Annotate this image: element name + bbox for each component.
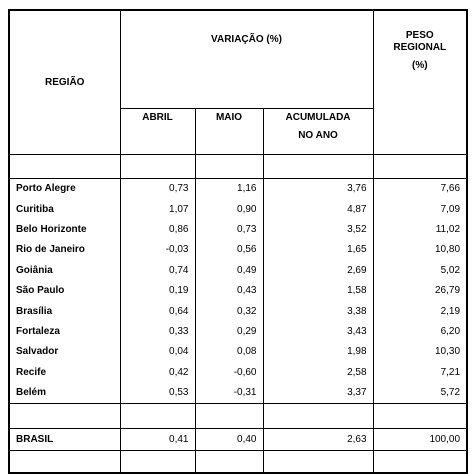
cell-abril: 0,73 bbox=[120, 179, 195, 200]
cell-peso: 11,02 bbox=[373, 220, 467, 240]
table-row bbox=[9, 179, 467, 200]
cell-maio: -0,31 bbox=[195, 383, 263, 404]
cell-regiao: Goiânia bbox=[9, 261, 120, 281]
cell-regiao: Curitiba bbox=[9, 199, 120, 219]
table-body bbox=[9, 179, 467, 404]
table-row bbox=[9, 363, 467, 383]
cell-peso: 26,79 bbox=[373, 281, 467, 301]
cell-peso: 6,20 bbox=[373, 322, 467, 342]
cell-maio: -0,60 bbox=[195, 363, 263, 383]
cell-maio: 0,43 bbox=[195, 281, 263, 301]
header-acumulada bbox=[263, 109, 373, 155]
cell-abril: -0,03 bbox=[120, 240, 195, 260]
total-peso: 100,00 bbox=[373, 429, 467, 451]
cell-peso: 7,09 bbox=[373, 199, 467, 219]
spacer-row-top bbox=[9, 155, 467, 179]
cell-regiao: São Paulo bbox=[9, 281, 120, 301]
cell-acumulada: 1,58 bbox=[263, 281, 373, 301]
table-row bbox=[9, 240, 467, 260]
cell-peso: 2,19 bbox=[373, 301, 467, 321]
cell-abril: 0,86 bbox=[120, 220, 195, 240]
cell-regiao: Fortaleza bbox=[9, 322, 120, 342]
cell-acumulada: 2,58 bbox=[263, 363, 373, 383]
cell-abril: 0,74 bbox=[120, 261, 195, 281]
cell-maio: 0,49 bbox=[195, 261, 263, 281]
header-maio: MAIO bbox=[195, 109, 263, 155]
header-peso-regional bbox=[373, 10, 467, 109]
table-row-total bbox=[9, 429, 467, 451]
cell-regiao: Brasília bbox=[9, 301, 120, 321]
cell-maio: 0,90 bbox=[195, 199, 263, 219]
cell-peso: 10,80 bbox=[373, 240, 467, 260]
cell-regiao: Salvador bbox=[9, 342, 120, 362]
cell-maio: 1,16 bbox=[195, 179, 263, 200]
table-row bbox=[9, 220, 467, 240]
header-peso-line2: REGIONAL bbox=[393, 42, 447, 53]
total-maio: 0,40 bbox=[195, 429, 263, 451]
cell-abril: 0,19 bbox=[120, 281, 195, 301]
cell-peso: 5,02 bbox=[373, 261, 467, 281]
cell-maio: 0,29 bbox=[195, 322, 263, 342]
header-acumulada-line1: ACUMULADA bbox=[285, 112, 351, 123]
cell-regiao: Belém bbox=[9, 383, 120, 404]
cell-abril: 1,07 bbox=[120, 199, 195, 219]
header-variacao: VARIAÇÃO (%) bbox=[120, 10, 373, 109]
cell-acumulada: 3,43 bbox=[263, 322, 373, 342]
spacer-row-before-total bbox=[9, 404, 467, 429]
table-row bbox=[9, 383, 467, 404]
regional-variation-table bbox=[8, 9, 468, 474]
header-acumulada-line2: NO ANO bbox=[298, 130, 338, 141]
table-row bbox=[9, 261, 467, 281]
header-peso-blank bbox=[373, 109, 467, 155]
table-row bbox=[9, 322, 467, 342]
cell-maio: 0,73 bbox=[195, 220, 263, 240]
table-row bbox=[9, 199, 467, 219]
cell-acumulada: 4,87 bbox=[263, 199, 373, 219]
header-abril: ABRIL bbox=[120, 109, 195, 155]
cell-maio: 0,08 bbox=[195, 342, 263, 362]
header-peso-line1: PESO bbox=[405, 30, 434, 41]
table-row bbox=[9, 281, 467, 301]
header-peso-line3: (%) bbox=[412, 60, 428, 71]
ipc-regional-table-container bbox=[8, 9, 466, 450]
cell-abril: 0,42 bbox=[120, 363, 195, 383]
total-regiao: BRASIL bbox=[9, 429, 120, 451]
cell-acumulada: 1,65 bbox=[263, 240, 373, 260]
cell-regiao: Recife bbox=[9, 363, 120, 383]
cell-maio: 0,32 bbox=[195, 301, 263, 321]
cell-acumulada: 3,76 bbox=[263, 179, 373, 200]
cell-regiao: Belo Horizonte bbox=[9, 220, 120, 240]
cell-acumulada: 1,98 bbox=[263, 342, 373, 362]
cell-peso: 5,72 bbox=[373, 383, 467, 404]
total-abril: 0,41 bbox=[120, 429, 195, 451]
cell-abril: 0,04 bbox=[120, 342, 195, 362]
cell-regiao: Porto Alegre bbox=[9, 179, 120, 200]
cell-abril: 0,64 bbox=[120, 301, 195, 321]
cell-abril: 0,53 bbox=[120, 383, 195, 404]
cell-regiao: Rio de Janeiro bbox=[9, 240, 120, 260]
total-acumulada: 2,63 bbox=[263, 429, 373, 451]
cell-acumulada: 2,69 bbox=[263, 261, 373, 281]
cell-peso: 7,21 bbox=[373, 363, 467, 383]
cell-acumulada: 3,38 bbox=[263, 301, 373, 321]
spacer-row-bottom bbox=[9, 451, 467, 474]
cell-acumulada: 3,37 bbox=[263, 383, 373, 404]
header-regiao: REGIÃO bbox=[9, 10, 120, 155]
cell-acumulada: 3,52 bbox=[263, 220, 373, 240]
table-row bbox=[9, 342, 467, 362]
table-row bbox=[9, 301, 467, 321]
cell-peso: 7,66 bbox=[373, 179, 467, 200]
cell-peso: 10,30 bbox=[373, 342, 467, 362]
cell-abril: 0,33 bbox=[120, 322, 195, 342]
cell-maio: 0,56 bbox=[195, 240, 263, 260]
header-row-top bbox=[9, 10, 467, 109]
